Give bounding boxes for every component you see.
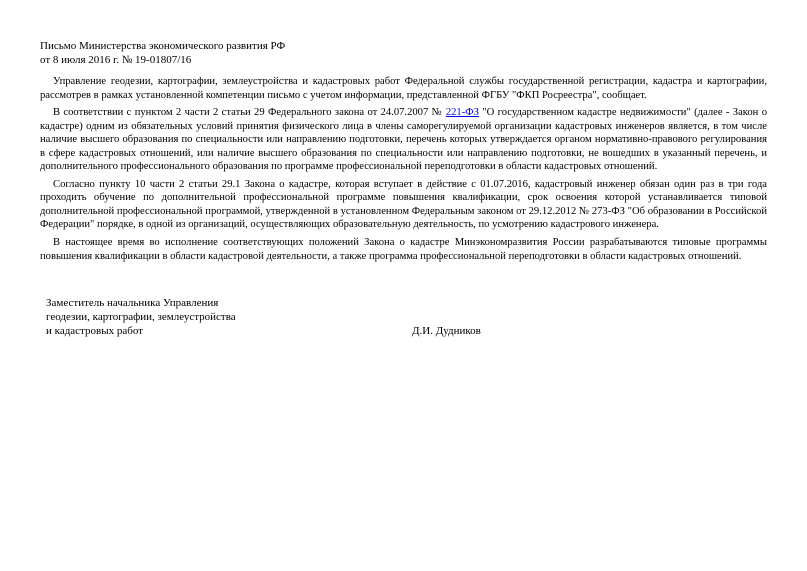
document-body xyxy=(40,75,767,267)
paragraph-4: В настоящее время во исполнение соответствующих положений Закона о кадастре Минэкономразвития России разрабатываются типовые программы повышения квалификации в области кадастровой деятельности, а также программа профессиональной переподготовки в области кадастровых отношений. xyxy=(40,237,767,262)
signatory-name: Д.И. Дудников xyxy=(412,325,481,337)
signature-position-line-1: Заместитель начальника Управления xyxy=(46,297,219,309)
document-date-number: от 8 июля 2016 г. № 19-01807/16 xyxy=(40,54,192,66)
document-title: Письмо Министерства экономического развития РФ xyxy=(40,40,286,52)
document-header xyxy=(40,39,285,67)
law-221-fz-link[interactable]: 221-ФЗ xyxy=(445,107,479,119)
signature-position-line-3: и кадастровых работ xyxy=(46,325,143,337)
paragraph-3: Согласно пункту 10 части 2 статьи 29.1 Закона о кадастре, которая вступает в действие с 01.07.2016, кадастровый инженер обязан один раз в три года проходить обучение по дополнительной профессиональной программе повышения квалификации, срок освоения которой устанавливается типовой дополнительной профессиональной программой, утвержденной в установленном Федеральным законом от 29.12.2012 № 273-ФЗ "Об образовании в Российской Федерации" порядке, в одной из организаций, осуществляющих образовательную деятельность, по усмотрению кадастрового инженера. xyxy=(40,178,767,231)
signature-position-line-2: геодезии, картографии, землеустройства xyxy=(46,311,236,323)
paragraph-2 xyxy=(40,106,767,174)
signature-block xyxy=(46,296,506,338)
paragraph-1: Управление геодезии, картографии, землеустройства и кадастровых работ Федеральной службы государственной регистрации, кадастра и картографии, рассмотрев в рамках установленной компетенции письмо с учетом информации, представленной ФГБУ "ФКП Росреестра", сообщает. xyxy=(40,76,767,101)
paragraph-2-text-after-link: "О государственном кадастре недвижимости" (далее - Закон о кадастре) одним из обязательных условий принятия физического лица в члены саморегулируемой организации кадастровых инженеров является, в том числе наличие высшего образования по специальности или направлению подготовки, перечень которых утверждается органом нормативно-правового регулирования в сфере кадастровых отношений, или наличие высшего образования по специальности или направлению подготовки, не вошедших в указанный перечень, и дополнительного профессионального образования по программе профессиональной переподготовки в области кадастровых отношений. xyxy=(40,107,768,173)
paragraph-2-text-before-link: В соответствии с пунктом 2 части 2 статьи 29 Федерального закона от 24.07.2007 № xyxy=(53,107,446,119)
